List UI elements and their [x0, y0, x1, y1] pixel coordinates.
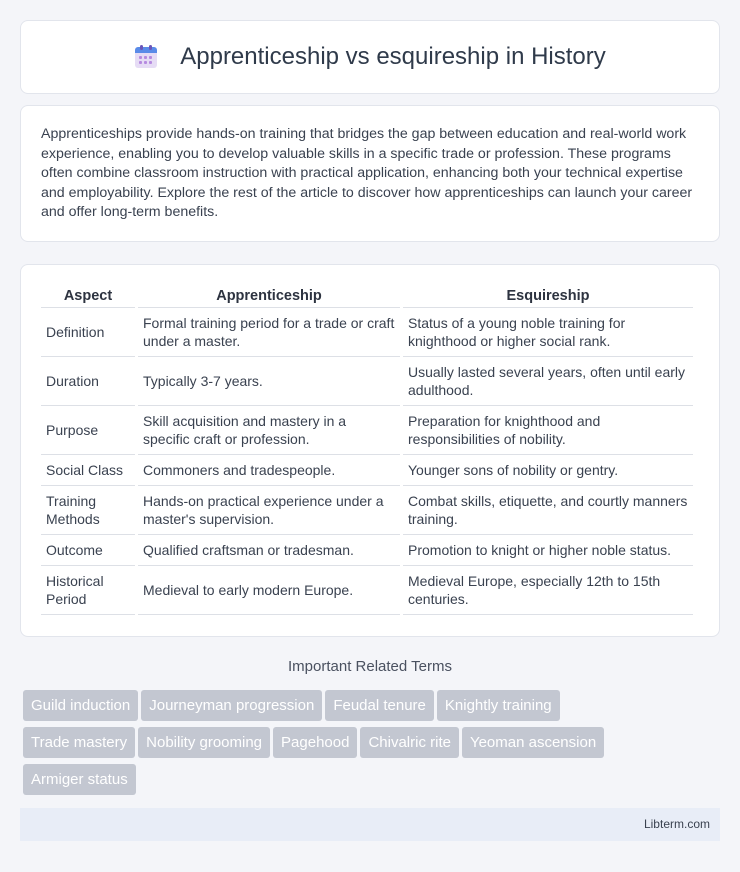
- related-term-tag[interactable]: Feudal tenure: [325, 690, 434, 721]
- cell-esquireship: Preparation for knighthood and responsibilities of nobility.: [403, 406, 693, 455]
- table-row: [41, 535, 693, 566]
- cell-aspect: Training Methods: [41, 486, 135, 535]
- table-row: [41, 357, 693, 406]
- comparison-card: [20, 264, 720, 637]
- cell-aspect: Definition: [41, 308, 135, 357]
- cell-apprenticeship: Formal training period for a trade or craft under a master.: [138, 308, 400, 357]
- cell-esquireship: Usually lasted several years, often until early adulthood.: [403, 357, 693, 406]
- cell-aspect: Purpose: [41, 406, 135, 455]
- cell-apprenticeship: Commoners and tradespeople.: [138, 455, 400, 486]
- header-apprenticeship: Apprenticeship: [138, 286, 400, 308]
- cell-esquireship: Combat skills, etiquette, and courtly manners training.: [403, 486, 693, 535]
- table-row: [41, 486, 693, 535]
- intro-text: Apprenticeships provide hands-on training that bridges the gap between education and real-world work experience, enabling you to develop valuable skills in a specific trade or profession. These programs often combine classroom instruction with practical application, enhancing both your technical expertise and employability. Explore the rest of the article to discover how apprenticeships can launch your career and offer long-term benefits.: [41, 126, 693, 220]
- cell-aspect: Outcome: [41, 535, 135, 566]
- related-term-tag[interactable]: Chivalric rite: [360, 727, 459, 758]
- calendar-icon: [134, 45, 158, 69]
- cell-esquireship: Status of a young noble training for knighthood or higher social rank.: [403, 308, 693, 357]
- related-term-tag[interactable]: Nobility grooming: [138, 727, 270, 758]
- cell-esquireship: Promotion to knight or higher noble status.: [403, 535, 693, 566]
- cell-apprenticeship: Typically 3-7 years.: [138, 357, 400, 406]
- table-header-row: [41, 286, 693, 308]
- related-term-tag[interactable]: Pagehood: [273, 727, 357, 758]
- related-terms-list: [23, 690, 723, 801]
- cell-esquireship: Younger sons of nobility or gentry.: [403, 455, 693, 486]
- related-terms-title: Important Related Terms: [288, 658, 452, 675]
- header-aspect: Aspect: [41, 286, 135, 308]
- related-term-tag[interactable]: Guild induction: [23, 690, 138, 721]
- table-row: [41, 406, 693, 455]
- footer: [20, 808, 720, 841]
- cell-aspect: Duration: [41, 357, 135, 406]
- table-row: [41, 455, 693, 486]
- intro-card: [20, 105, 720, 242]
- header-esquireship: Esquireship: [403, 286, 693, 308]
- comparison-table: [38, 286, 696, 615]
- table-row: [41, 566, 693, 615]
- cell-aspect: Social Class: [41, 455, 135, 486]
- cell-esquireship: Medieval Europe, especially 12th to 15th centuries.: [403, 566, 693, 615]
- related-term-tag[interactable]: Armiger status: [23, 764, 136, 795]
- page-title: Apprenticeship vs esquireship in History: [180, 43, 606, 70]
- related-term-tag[interactable]: Trade mastery: [23, 727, 135, 758]
- table-row: [41, 308, 693, 357]
- cell-aspect: Historical Period: [41, 566, 135, 615]
- header-card: [20, 20, 720, 94]
- footer-site-link[interactable]: Libterm.com: [643, 817, 710, 831]
- related-term-tag[interactable]: Journeyman progression: [141, 690, 322, 721]
- cell-apprenticeship: Hands-on practical experience under a master's supervision.: [138, 486, 400, 535]
- related-term-tag[interactable]: Yeoman ascension: [462, 727, 604, 758]
- related-term-tag[interactable]: Knightly training: [437, 690, 560, 721]
- cell-apprenticeship: Skill acquisition and mastery in a specific craft or profession.: [138, 406, 400, 455]
- cell-apprenticeship: Medieval to early modern Europe.: [138, 566, 400, 615]
- cell-apprenticeship: Qualified craftsman or tradesman.: [138, 535, 400, 566]
